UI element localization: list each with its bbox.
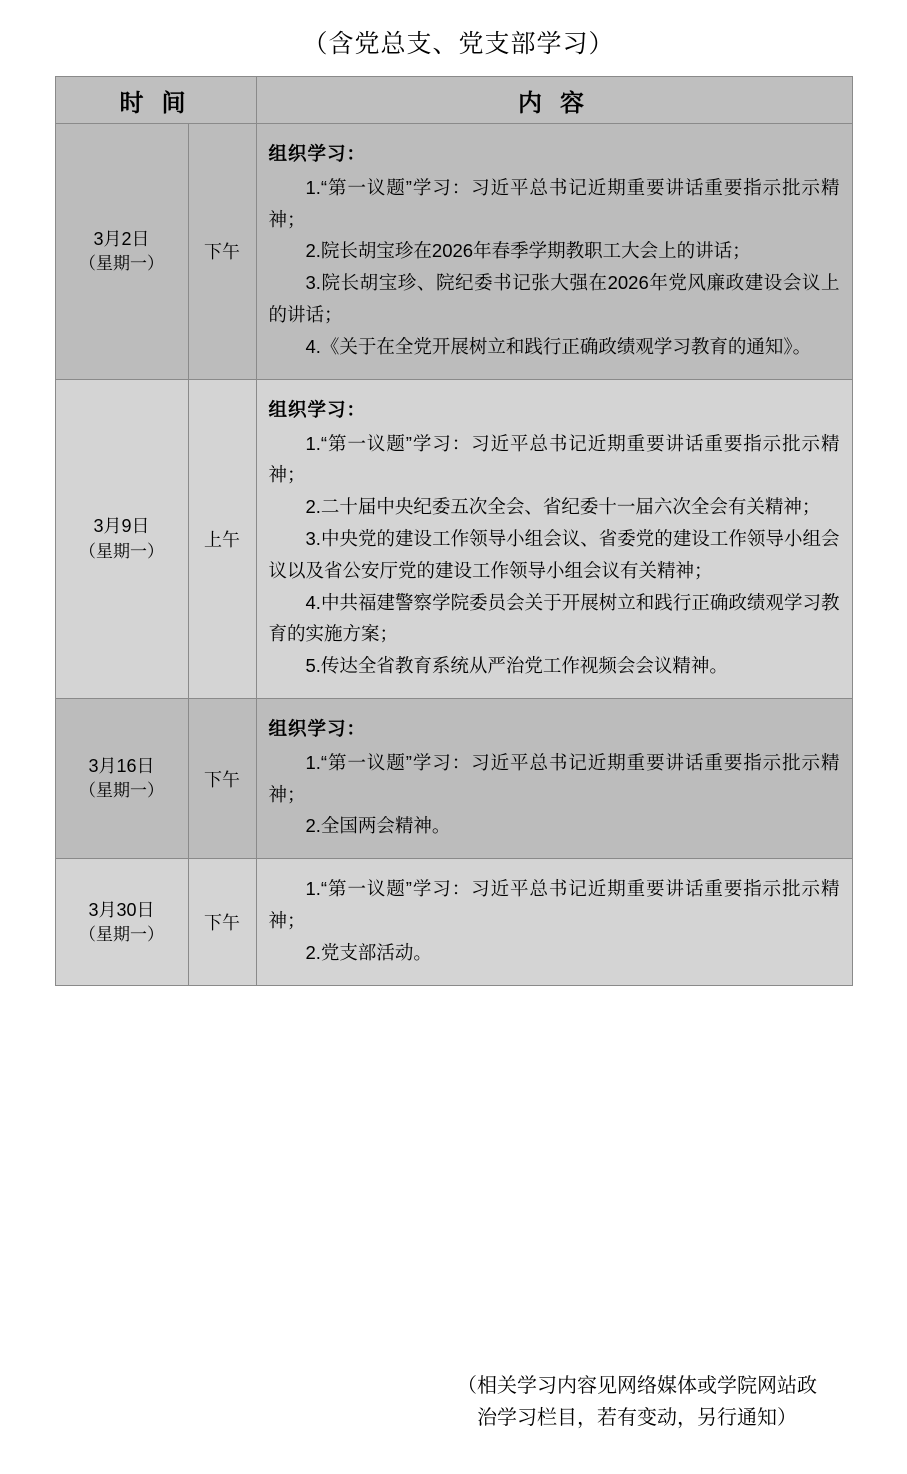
cell-content	[256, 379, 852, 698]
content-item: 1.“第一议题”学习：习近平总书记近期重要讲话重要指示批示精神；	[268, 432, 840, 486]
content-item: 1.“第一议题”学习：习近平总书记近期重要讲话重要指示批示精神；	[268, 176, 840, 230]
date-text: 3月2日	[93, 228, 150, 249]
content-item: 3.院长胡宝珍、院纪委书记张大强在2026年党风廉政建设会议上的讲话；	[268, 272, 840, 326]
content-item: 1.“第一议题”学习：习近平总书记近期重要讲话重要指示批示精神；	[268, 751, 840, 805]
cell-daypart: 下午	[188, 124, 256, 380]
content-item: 2.院长胡宝珍在2026年春季学期教职工大会上的讲话；	[305, 240, 751, 262]
date-text: 3月9日	[93, 516, 150, 537]
cell-content	[256, 124, 852, 380]
footnote-line-1: （相关学习内容见网络媒体或学院网站政	[457, 1375, 817, 1397]
content-heading: 组织学习：	[268, 398, 367, 420]
content-item: 2.党支部活动。	[305, 941, 432, 963]
weekday-text: （星期一）	[79, 254, 164, 274]
column-header-time: 时 间	[55, 77, 256, 124]
date-text: 3月30日	[88, 899, 155, 920]
table-row	[55, 124, 852, 380]
table-row	[55, 699, 852, 859]
content-heading: 组织学习：	[268, 143, 367, 164]
column-header-content: 内 容	[256, 77, 852, 124]
weekday-text: （星期一）	[79, 781, 164, 801]
content-item: 3.中央党的建设工作领导小组会议、省委党的建设工作领导小组会议以及省公安厅党的建设工作领导小组会议有关精神；	[268, 527, 840, 581]
cell-date	[55, 124, 188, 380]
content-item: 2.全国两会精神。	[305, 815, 451, 837]
document-subtitle: （含党总支、党支部学习）	[302, 31, 615, 58]
content-heading: 组织学习：	[268, 718, 367, 739]
cell-content	[256, 699, 852, 859]
weekday-text: （星期一）	[79, 541, 164, 561]
cell-date	[55, 379, 188, 698]
study-schedule-table	[55, 76, 853, 986]
cell-date	[55, 859, 188, 985]
cell-daypart: 下午	[188, 859, 256, 985]
table-body	[55, 124, 852, 986]
table-row	[55, 379, 852, 698]
content-item: 4.《关于在全党开展树立和践行正确政绩观学习教育的通知》。	[305, 335, 812, 357]
footnote-line-2: 治学习栏目，若有变动，另行通知）	[477, 1407, 797, 1429]
content-item: 2.二十届中央纪委五次全会、省纪委十一届六次全会有关精神；	[305, 496, 821, 518]
table-row	[55, 859, 852, 985]
document-footnote	[422, 1370, 852, 1434]
content-item: 5.传达全省教育系统从严治党工作视频会会议精神。	[305, 655, 728, 677]
cell-date	[55, 699, 188, 859]
date-text: 3月16日	[88, 756, 155, 777]
cell-content	[256, 859, 852, 985]
cell-daypart: 下午	[188, 699, 256, 859]
content-item: 4.中共福建警察学院委员会关于开展树立和践行正确政绩观学习教育的实施方案；	[268, 591, 840, 645]
weekday-text: （星期一）	[79, 924, 164, 944]
table-header	[55, 77, 852, 124]
cell-daypart: 上午	[188, 379, 256, 698]
content-item: 1.“第一议题”学习：习近平总书记近期重要讲话重要指示批示精神；	[268, 878, 840, 932]
